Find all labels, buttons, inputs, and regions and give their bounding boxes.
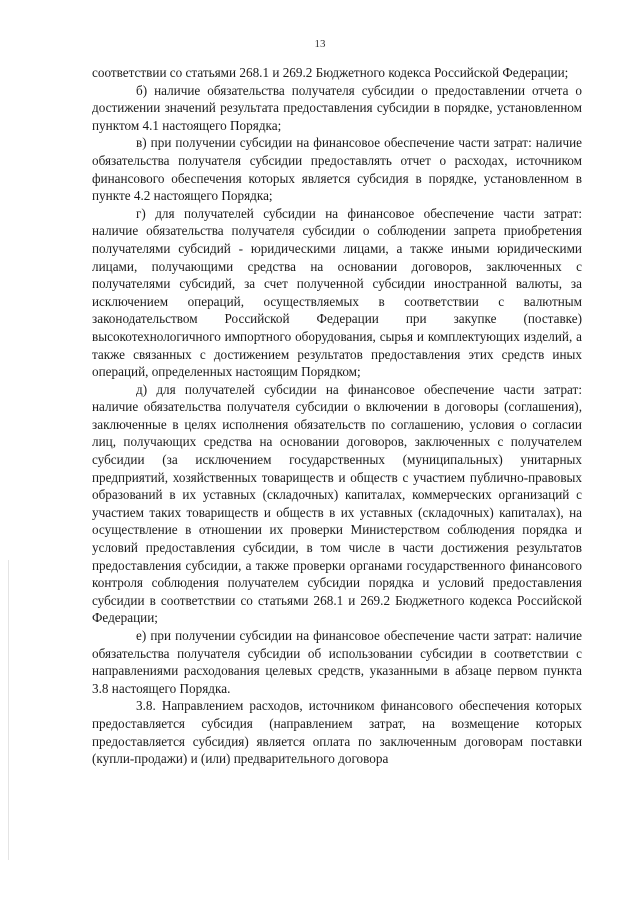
scan-edge-line	[8, 560, 9, 860]
paragraph-item-d: д) для получателей субсидии на финансовое обеспечение части затрат: наличие обязательства получателя субсидии о включении в договоры (соглашения), заключенные в целях исполнения обязательств по соглашению, условия о согласии лиц, получающих средства на основании договоров, заключенных с получателем субсидии (за исключением государственных (муниципальных) унитарных предприятий, хозяйственных товариществ и обществ с участием публично-правовых образований в их уставных (складочных) капиталах, коммерческих организаций с участием таких товариществ и обществ в их уставных (складочных) капиталах), на осуществление в отношении их проверки Министерством соблюдения порядка и условий предоставления субсидии, в том числе в части достижения результатов предоставления субсидии, а также проверки органами государственного финансового контроля соблюдения получателем субсидии порядка и условий предоставления субсидии в соответствии со статьями 268.1 и 269.2 Бюджетного кодекса Российской Федерации;	[92, 381, 582, 626]
paragraph-item-g: г) для получателей субсидии на финансовое обеспечение части затрат: наличие обязательства получателя субсидии о соблюдении запрета приобретения получателями субсидий - юридическими лицами, а также иными юридическими лицами, получающими средства на основании договоров, заключенных с получателями субсидий, за счет полученной субсидии иностранной валюты, за исключением операций, осуществляемых в соответствии с валютным законодательством Российской Федерации при закупке (поставке) высокотехнологичного импортного оборудования, сырья и комплектующих изделий, а также связанных с достижением результатов предоставления этих средств иных операций, определенных настоящим Порядком;	[92, 205, 582, 380]
document-body	[92, 64, 582, 768]
paragraph-item-b: б) наличие обязательства получателя субсидии о предоставлении отчета о достижении значений результата предоставления субсидии в порядке, установленном пунктом 4.1 настоящего Порядка;	[92, 82, 582, 133]
paragraph-item-v: в) при получении субсидии на финансовое обеспечение части затрат: наличие обязательства получателя субсидии предоставлять отчет о расходах, источником финансового обеспечения которых является субсидия в порядке, установленном в пункте 4.2 настоящего Порядка;	[92, 135, 582, 204]
paragraph-continuation: соответствии со статьями 268.1 и 269.2 Бюджетного кодекса Российской Федерации;	[92, 65, 569, 80]
paragraph-item-e: е) при получении субсидии на финансовое обеспечение части затрат: наличие обязательства получателя субсидии об использовании субсидии в соответствии с направлениями расходования целевых средств, указанными в абзаце первом пункта 3.8 настоящего Порядка.	[92, 628, 582, 696]
paragraph-3-8: 3.8. Направлением расходов, источником финансового обеспечения которых предоставляется субсидия (направлением затрат, на возмещение которых предоставляется субсидия) является оплата по заключенным договорам поставки (купли-продажи) и (или) предварительного договора	[92, 698, 582, 767]
page-number: 13	[314, 38, 326, 50]
